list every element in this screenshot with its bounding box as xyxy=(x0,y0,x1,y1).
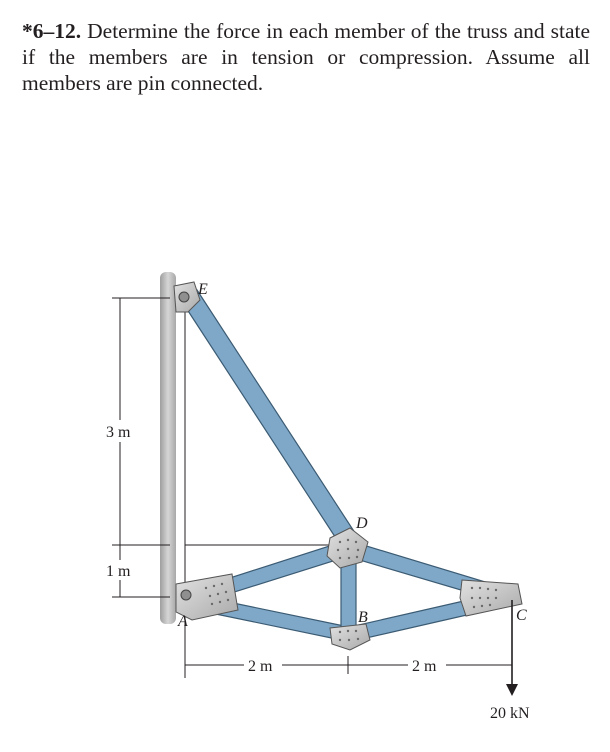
dim-2m-right-label: 2 m xyxy=(412,658,437,675)
gusset-B xyxy=(330,624,370,650)
node-label-C: C xyxy=(516,607,527,624)
problem-body: Determine the force in each member of the truss and state if the members are in tension or compression. Assume all members are pin connected. xyxy=(22,19,591,95)
problem-number: *6–12. xyxy=(22,19,82,43)
node-label-E: E xyxy=(198,281,208,298)
node-label-B: B xyxy=(358,609,368,626)
dim-1m-label: 1 m xyxy=(106,563,131,580)
dim-3m-label: 3 m xyxy=(106,424,131,441)
node-label-A: A xyxy=(178,613,188,630)
member-ED xyxy=(181,290,357,546)
wall-support xyxy=(160,272,176,624)
node-label-D: D xyxy=(356,515,368,532)
dim-2m-left-label: 2 m xyxy=(248,658,273,675)
load-label: 20 kN xyxy=(490,705,530,722)
